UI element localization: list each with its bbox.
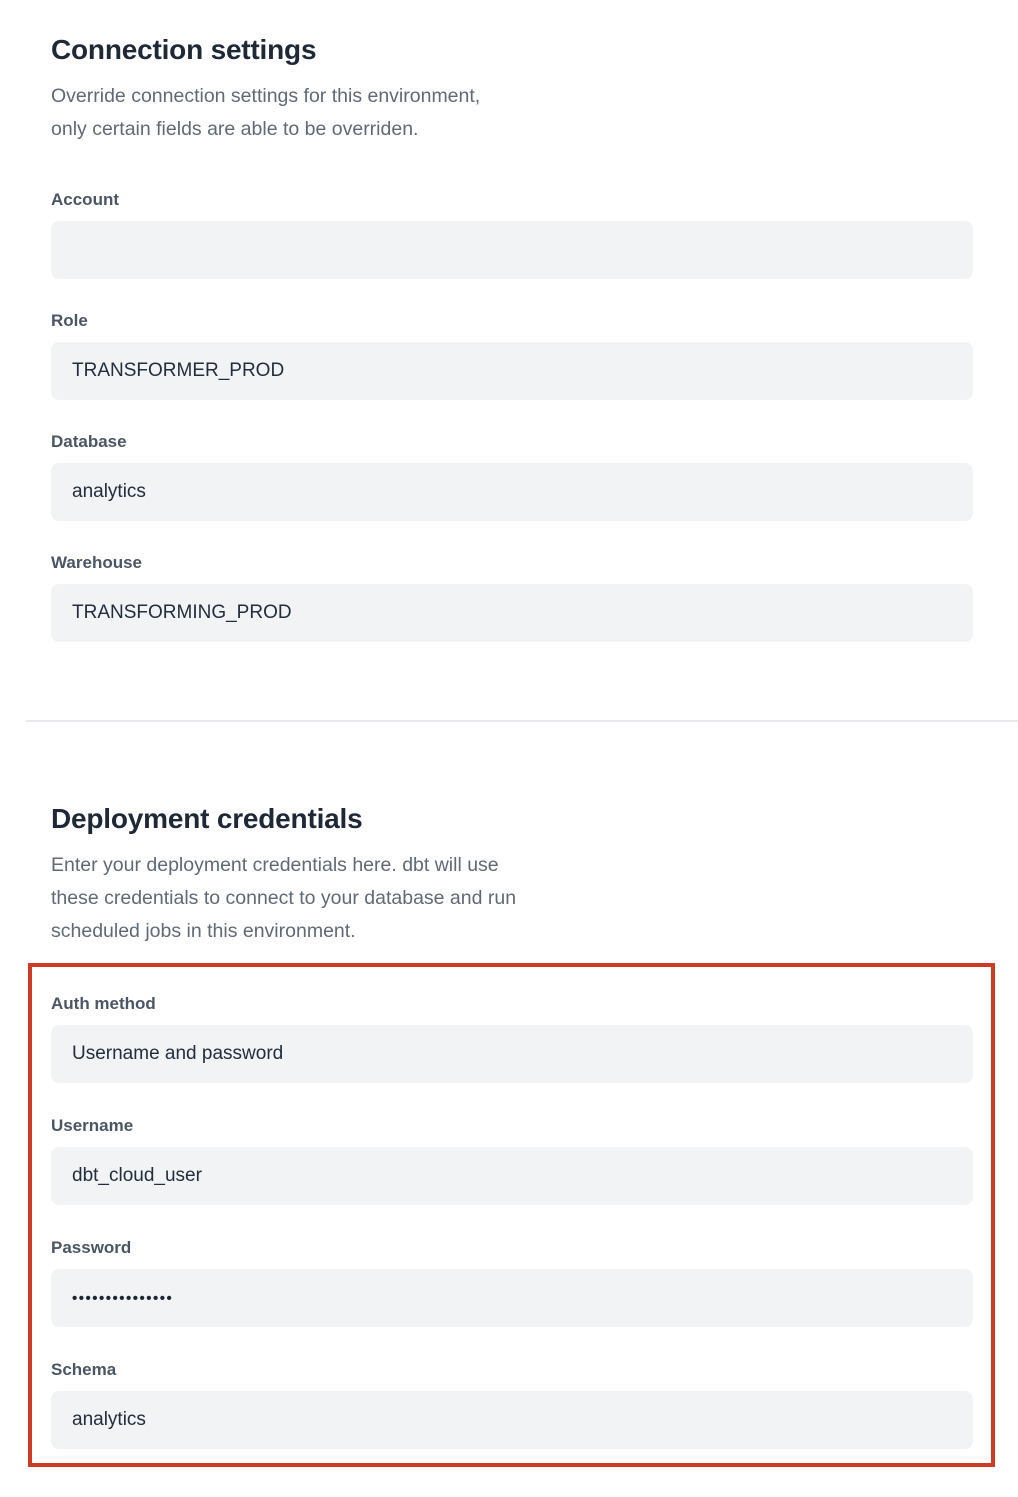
- account-input[interactable]: [51, 221, 973, 279]
- database-label: Database: [51, 432, 127, 451]
- connection-settings-section: [51, 33, 973, 642]
- username-label: Username: [51, 1116, 134, 1135]
- warehouse-input[interactable]: [51, 584, 973, 642]
- connection-settings-subtitle: [51, 80, 973, 146]
- deployment-credentials-title: Deployment credentials: [51, 803, 363, 834]
- auth-method-label: Auth method: [51, 994, 156, 1013]
- deployment-credentials-section: [51, 802, 973, 1467]
- deployment-credentials-subtitle-line: Enter your deployment credentials here. dbt will use: [51, 854, 499, 876]
- warehouse-label: Warehouse: [51, 553, 143, 572]
- schema-field-group: [51, 1360, 973, 1449]
- database-field-group: [51, 432, 973, 521]
- schema-input[interactable]: [51, 1391, 973, 1449]
- warehouse-field-group: [51, 553, 973, 642]
- account-field-group: [51, 190, 973, 279]
- role-input[interactable]: [51, 342, 973, 400]
- password-field-group: [51, 1238, 973, 1327]
- schema-label: Schema: [51, 1360, 117, 1379]
- auth-method-input[interactable]: [51, 1025, 973, 1083]
- password-input[interactable]: [51, 1269, 973, 1327]
- database-input[interactable]: [51, 463, 973, 521]
- deployment-credentials-subtitle: [51, 849, 973, 948]
- role-field-group: [51, 311, 973, 400]
- section-divider: [26, 720, 1018, 722]
- connection-settings-subtitle-line: Override connection settings for this environment,: [51, 85, 481, 107]
- credentials-highlight-box: [28, 963, 995, 1467]
- account-label: Account: [51, 190, 119, 209]
- username-field-group: [51, 1116, 973, 1205]
- connection-settings-subtitle-line: only certain fields are able to be overriden.: [51, 118, 419, 140]
- auth-method-field-group: [51, 994, 973, 1083]
- password-label: Password: [51, 1238, 132, 1257]
- role-label: Role: [51, 311, 88, 330]
- deployment-credentials-subtitle-line: scheduled jobs in this environment.: [51, 920, 356, 942]
- username-input[interactable]: [51, 1147, 973, 1205]
- deployment-credentials-subtitle-line: these credentials to connect to your database and run: [51, 887, 517, 909]
- connection-settings-title: Connection settings: [51, 34, 317, 65]
